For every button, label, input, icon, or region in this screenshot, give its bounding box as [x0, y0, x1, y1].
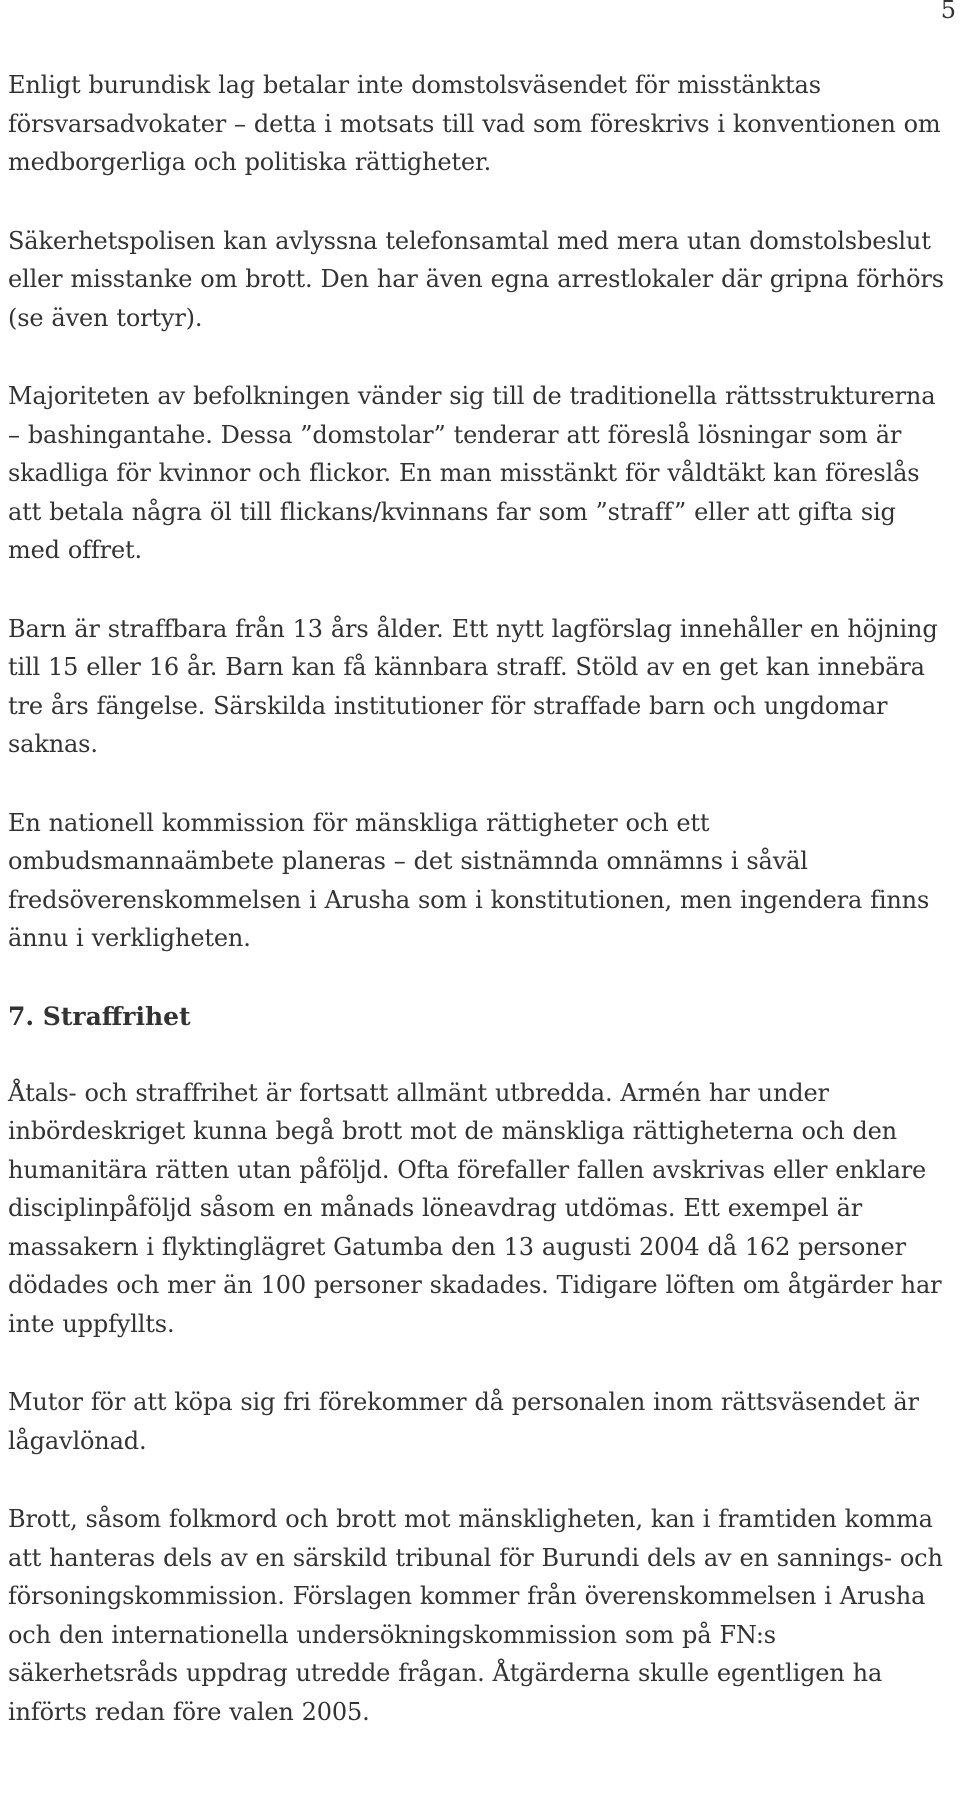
- paragraph-children: Barn är straffbara från 13 års ålder. Ett nytt lagförslag innehåller en höjning till 15 eller 16 år. Barn kan få kännbara straff. Stöld av en get kan innebära tre års fängelse. Särskilda institutioner för straffade barn och ungdomar saknas.: [8, 614, 938, 758]
- section-heading: 7. Straffrihet: [8, 1001, 191, 1031]
- page-number: 5: [940, 0, 956, 24]
- paragraph-security-police: Säkerhetspolisen kan avlyssna telefonsamtal med mera utan domstolsbeslut eller misstanke om brott. Den har även egna arrestlokaler där gripna förhörs (se även tortyr).: [8, 226, 944, 332]
- paragraph-impunity: Åtals- och straffrihet är fortsatt allmänt utbredda. Armén har under inbördeskriget kunna begå brott mot de mänskliga rättigheterna och den humanitära rätten utan påföljd. Ofta förefaller fallen avskrivas eller enklare disciplinpåföljd såsom en månads löneavdrag utdömas. Ett exempel är massakern i flyktinglägret Gatumba den 13 augusti 2004 då 162 personer dödades och mer än 100 personer skadades. Tidigare löften om åtgärder har inte uppfyllts.: [8, 1078, 942, 1338]
- paragraph-human-rights-commission: En nationell kommission för mänskliga rättigheter och ett ombudsmannaämbete planeras – det sistnämnda omnämns i såväl fredsöverenskommelsen i Arusha som i konstitutionen, men ingendera finns ännu i verkligheten.: [8, 808, 930, 952]
- paragraph-defense-lawyers: Enligt burundisk lag betalar inte domstolsväsendet för misstänktas försvarsadvokater – detta i motsats till vad som föreskrivs i konventionen om medborgerliga och politiska rättigheter.: [8, 71, 941, 176]
- paragraph-tribunal: Brott, såsom folkmord och brott mot mänskligheten, kan i framtiden komma att hanteras dels av en särskild tribunal för Burundi dels av en sannings- och försoningskommission. Förslagen kommer från överenskommelsen i Arusha och den internationella undersökningskommission som på FN:s säkerhetsråds uppdrag utredde frågan. Åtgärderna skulle egentligen ha införts redan före valen 2005.: [8, 1505, 943, 1726]
- paragraph-bribes: Mutor för att köpa sig fri förekommer då personalen inom rättsväsendet är lågavlönad.: [8, 1388, 919, 1455]
- paragraph-traditional-courts: Majoriteten av befolkningen vänder sig till de traditionella rättsstrukturerna – bashingantahe. Dessa ”domstolar” tenderar att föreslå lösningar som är skadliga för kvinnor och flickor. En man misstänkt för våldtäkt kan föreslås att betala några öl till flickans/kvinnans far som ”straff” eller att gifta sig med offret.: [8, 382, 936, 564]
- document-body: [8, 66, 948, 1771]
